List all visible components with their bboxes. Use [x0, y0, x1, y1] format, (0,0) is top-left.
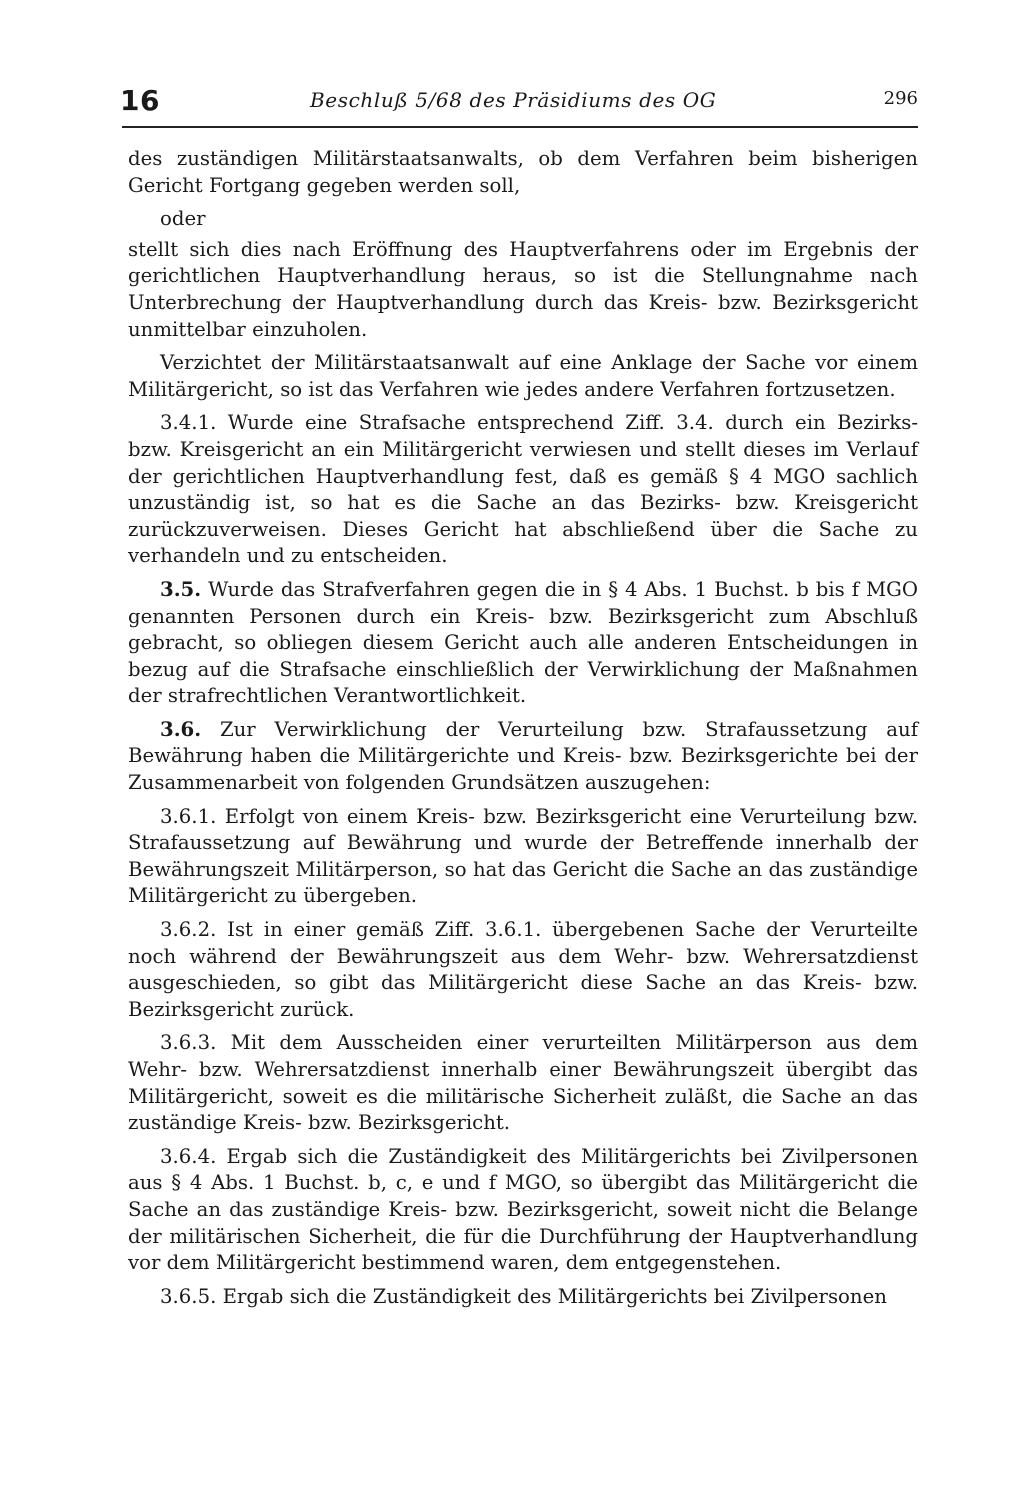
section-number: 3.5.	[160, 577, 202, 601]
document-body	[128, 146, 918, 1317]
paragraph-text: stellt sich dies nach Eröffnung des Hauptverfahrens oder im Ergebnis der gerichtlichen Hauptverhandlung heraus, so ist die Stellungnahme nach Unterbrechung der Hauptverhandlung durch das Kreis- bzw. Bezirksgericht unmittelbar einzuholen.	[128, 237, 918, 341]
paragraph-text: des zuständigen Militärstaatsanwalts, ob dem Verfahren beim bisherigen Gericht Fortgang gegeben werden soll,	[128, 147, 918, 197]
paragraph-text: Ergab sich die Zuständigkeit des Militärgerichts bei Zivilpersonen	[222, 1284, 887, 1308]
paragraph-text: Ist in einer gemäß Ziff. 3.6.1. übergebenen Sache der Verurteilte noch während der Bewährungszeit aus dem Wehr- bzw. Wehrersatzdienst ausgeschieden, so gibt das Militärgericht diese Sache an das Kreis- bzw. Bezirksgericht zurück.	[128, 918, 918, 1021]
paragraph	[128, 350, 918, 403]
paragraph	[128, 146, 918, 199]
paragraph-text: Mit dem Ausscheiden einer verurteilten Militärperson aus dem Wehr- bzw. Wehrersatzdienst innerhalb einer Bewährungszeit übergibt das Militärgericht, soweit es die militärische Sicherheit zuläßt, die Sache an das zuständige Kreis- bzw. Bezirksgericht.	[128, 1031, 918, 1135]
paragraph-text: Verzichtet der Militärstaatsanwalt auf eine Anklage der Sache vor einem Militärgericht, so ist das Verfahren wie jedes andere Verfahren fortzusetzen.	[128, 351, 918, 401]
section-number: 3.6.1.	[160, 804, 217, 828]
paragraph-3-6-1	[128, 804, 918, 910]
paragraph-3-6-4	[128, 1144, 918, 1277]
section-number: 3.6.2.	[160, 918, 217, 942]
section-number: 3.6.5.	[160, 1284, 217, 1308]
paragraph-3-6	[128, 717, 918, 797]
paragraph-3-4-1	[128, 410, 918, 570]
paragraph-text: Zur Verwirklichung der Verurteilung bzw. Strafaussetzung auf Bewährung haben die Militärgerichte und Kreis- bzw. Bezirksgerichte bei der Zusammenarbeit von folgenden Grundsätzen auszugehen:	[128, 717, 918, 795]
paragraph-text: Ergab sich die Zuständigkeit des Militärgerichts bei Zivilpersonen aus § 4 Abs. 1 Buchst. b, c, e und f MGO, so übergibt das Militärgericht die Sache an das zuständige Kreis- bzw. Bezirksgericht, soweit nicht die Belange der militärischen Sicherheit, die für die Durchführung der Hauptverhandlung vor dem Militärgericht bestimmend waren, dem entgegenstehen.	[128, 1144, 918, 1275]
paragraph-text: Wurde eine Strafsache entsprechend Ziff. 3.4. durch ein Bezirks- bzw. Kreisgericht an ein Militärgericht verwiesen und stellt dieses im Verlauf der gerichtlichen Hauptverhandlung fest, daß es gemäß § 4 MGO sachlich unzuständig ist, so hat es die Sache an das Bezirks- bzw. Kreisgericht zurückzuverweisen. Dieses Gericht hat abschließend über die Sache zu verhandeln und zu entscheiden.	[128, 411, 918, 568]
paragraph	[128, 206, 918, 233]
header-rule	[122, 126, 918, 128]
paragraph-3-5	[128, 577, 918, 710]
running-title: Beschluß 5/68 des Präsidiums des OG	[310, 88, 717, 112]
paragraph-text: Wurde das Strafverfahren gegen die in § 4 Abs. 1 Buchst. b bis f MGO genannten Personen durch ein Kreis- bzw. Bezirksgericht zum Abschluß gebracht, so obliegen diesem Gericht auch alle anderen Entscheidungen in bezug auf die Strafsache einschließlich der Verwirklichung der Maßnahmen der strafrechtlichen Verantwortlichkeit.	[128, 577, 918, 708]
page-header	[120, 84, 920, 124]
paragraph-3-6-2	[128, 917, 918, 1023]
section-number: 3.6.	[160, 717, 202, 741]
paragraph-3-6-3	[128, 1030, 918, 1136]
paragraph-3-6-5	[128, 1284, 918, 1311]
section-number: 3.4.1.	[160, 411, 217, 435]
paragraph	[128, 237, 918, 343]
page-number: 16	[120, 84, 160, 117]
paragraph-text: Erfolgt von einem Kreis- bzw. Bezirksgericht eine Verurteilung bzw. Strafaussetzung auf Bewährung und wurde der Betreffende innerhalb der Bewährungszeit Militärperson, so hat das Gericht die Sache an das zuständige Militärgericht zu übergeben.	[128, 804, 918, 908]
section-number: 3.6.4.	[160, 1144, 217, 1168]
paragraph-text: oder	[160, 207, 206, 231]
section-number: 3.6.3.	[160, 1031, 217, 1055]
folio-number: 296	[883, 88, 918, 109]
